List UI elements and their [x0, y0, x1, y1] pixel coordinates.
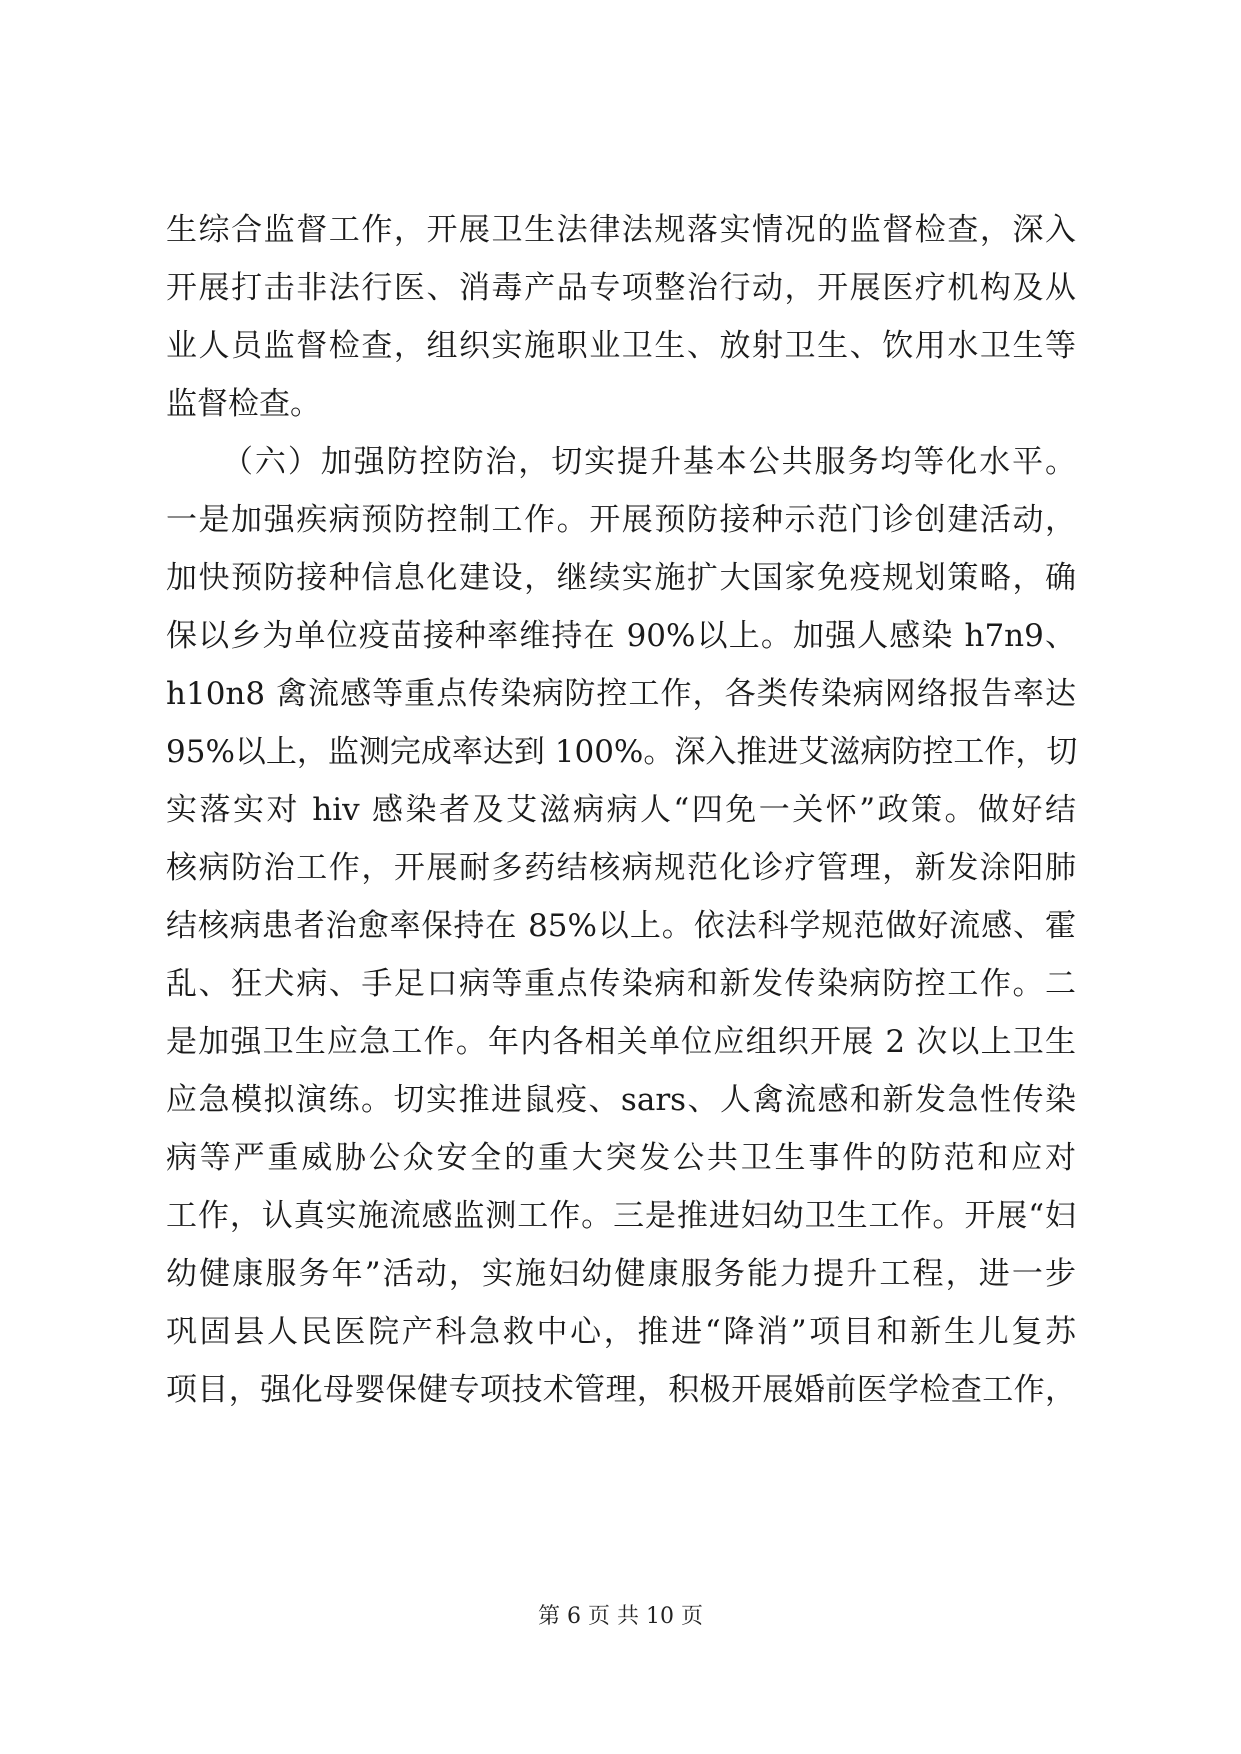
section-heading-line: （六）加强防控防治，切实提升基本公共服务均等化水平。 — [222, 444, 1076, 480]
body-text-line: 应急模拟演练。切实推进鼠疫、sars、人禽流感和新发急性传染 — [166, 1082, 1076, 1118]
page-number-footer: 第 6 页 共 10 页 — [538, 1604, 703, 1629]
body-text-line: 监督检查。 — [166, 386, 321, 422]
body-text-line: 幼健康服务年”活动，实施妇幼健康服务能力提升工程，进一步 — [166, 1256, 1076, 1292]
body-text-line: 实落实对 hiv 感染者及艾滋病病人“四免一关怀”政策。做好结 — [166, 792, 1076, 828]
body-text-line: 项目，强化母婴保健专项技术管理，积极开展婚前医学检查工作， — [166, 1372, 1076, 1408]
body-text-line: 工作，认真实施流感监测工作。三是推进妇幼卫生工作。开展“妇 — [166, 1198, 1076, 1234]
body-text-line: 核病防治工作，开展耐多药结核病规范化诊疗管理，新发涂阳肺 — [166, 850, 1076, 886]
body-text-line: 乱、狂犬病、手足口病等重点传染病和新发传染病防控工作。二 — [166, 966, 1076, 1002]
body-text-line: 开展打击非法行医、消毒产品专项整治行动，开展医疗机构及从 — [166, 270, 1076, 306]
body-text-line: 病等严重威胁公众安全的重大突发公共卫生事件的防范和应对 — [166, 1140, 1076, 1176]
body-text-line: 生综合监督工作，开展卫生法律法规落实情况的监督检查，深入 — [166, 212, 1076, 248]
body-text-line: 一是加强疾病预防控制工作。开展预防接种示范门诊创建活动， — [166, 502, 1076, 538]
body-text-line: 加快预防接种信息化建设，继续实施扩大国家免疫规划策略，确 — [166, 560, 1076, 596]
body-text-line: 巩固县人民医院产科急救中心，推进“降消”项目和新生儿复苏 — [166, 1314, 1076, 1350]
body-text-line: h10n8 禽流感等重点传染病防控工作，各类传染病网络报告率达 — [166, 676, 1076, 712]
body-text-line: 业人员监督检查，组织实施职业卫生、放射卫生、饮用水卫生等 — [166, 328, 1076, 364]
body-text-line: 是加强卫生应急工作。年内各相关单位应组织开展 2 次以上卫生 — [166, 1024, 1076, 1060]
body-text-line: 95%以上，监测完成率达到 100%。深入推进艾滋病防控工作，切 — [166, 734, 1078, 770]
body-text-line: 结核病患者治愈率保持在 85%以上。依法科学规范做好流感、霍 — [166, 908, 1076, 944]
body-text-line: 保以乡为单位疫苗接种率维持在 90%以上。加强人感染 h7n9、 — [166, 618, 1076, 654]
